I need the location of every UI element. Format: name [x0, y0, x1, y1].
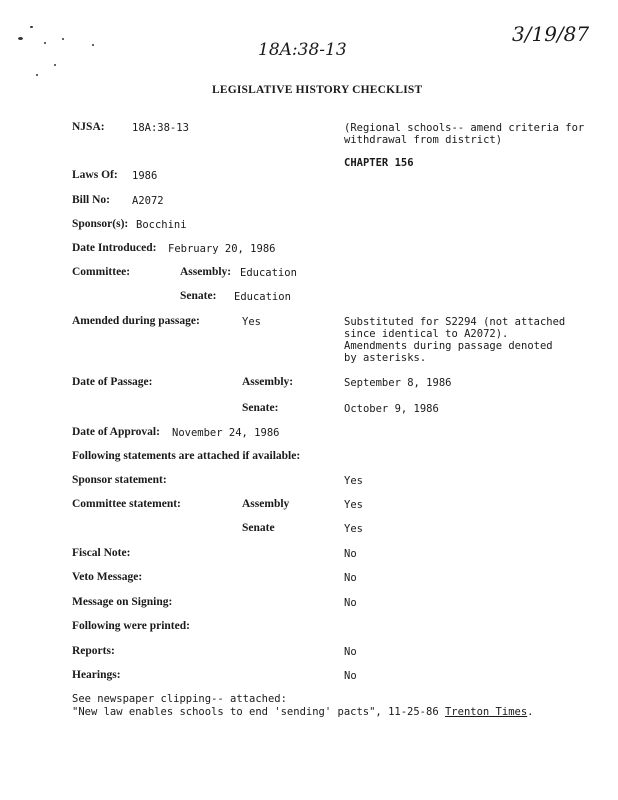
- njsa-value: 18A:38-13: [132, 122, 189, 134]
- clipping-line-2: [72, 706, 534, 718]
- subject-line-1: (Regional schools-- amend criteria for: [344, 122, 585, 134]
- bill-no-label: Bill No:: [72, 194, 111, 206]
- passage-senate-value: October 9, 1986: [344, 403, 439, 415]
- committee-senate-value: Education: [234, 291, 291, 303]
- passage-assembly-value: September 8, 1986: [344, 377, 452, 389]
- scan-speck: [18, 37, 23, 40]
- scan-speck: [30, 26, 33, 28]
- amended-note-line-4: by asterisks.: [344, 352, 427, 364]
- committee-statement-assembly-value: Yes: [344, 499, 363, 511]
- veto-message-value: No: [344, 572, 357, 584]
- committee-statement-assembly-label: Assembly: [242, 498, 290, 510]
- hearings-value: No: [344, 670, 357, 682]
- committee-label: Committee:: [72, 266, 131, 278]
- amended-note-line-1: Substituted for S2294 (not attached: [344, 316, 566, 328]
- scan-speck: [54, 64, 56, 66]
- sponsors-value: Bocchini: [136, 219, 187, 231]
- passage-assembly-label: Assembly:: [242, 376, 294, 388]
- clipping-line-1: See newspaper clipping-- attached:: [72, 693, 287, 705]
- amended-value: Yes: [242, 316, 261, 328]
- hearings-label: Hearings:: [72, 669, 121, 681]
- sponsors-label: Sponsor(s):: [72, 218, 129, 230]
- date-of-approval-label: Date of Approval:: [72, 426, 160, 438]
- amended-note-line-2: since identical to A2072).: [344, 328, 509, 340]
- clipping-source: Trenton Times: [444, 706, 528, 718]
- committee-statement-senate-label: Senate: [242, 522, 275, 534]
- fiscal-note-label: Fiscal Note:: [72, 547, 131, 559]
- attached-heading: Following statements are attached if available:: [72, 450, 301, 462]
- committee-assembly-label: Assembly:: [180, 266, 232, 278]
- date-of-passage-label: Date of Passage:: [72, 376, 153, 388]
- scan-speck: [62, 38, 64, 40]
- committee-statement-senate-value: Yes: [344, 523, 363, 535]
- reports-value: No: [344, 646, 357, 658]
- sponsor-statement-label: Sponsor statement:: [72, 474, 167, 486]
- fiscal-note-value: No: [344, 548, 357, 560]
- clipping-end: .: [527, 706, 534, 718]
- passage-senate-label: Senate:: [242, 402, 279, 414]
- reports-label: Reports:: [72, 645, 115, 657]
- date-introduced-label: Date Introduced:: [72, 242, 157, 254]
- message-on-signing-label: Message on Signing:: [72, 596, 173, 608]
- scan-speck: [92, 44, 94, 46]
- handwritten-date: 3/19/87: [512, 22, 590, 46]
- clipping-headline: "New law enables schools to end 'sending' pacts", 11-25-86: [72, 706, 445, 718]
- chapter-value: CHAPTER 156: [344, 157, 414, 169]
- scan-speck: [44, 42, 46, 44]
- handwritten-citation: 18A:38-13: [258, 40, 347, 60]
- date-introduced-value: February 20, 1986: [168, 243, 276, 255]
- message-on-signing-value: No: [344, 597, 357, 609]
- njsa-label: NJSA:: [72, 121, 105, 133]
- laws-of-value: 1986: [132, 170, 158, 182]
- page-title: LEGISLATIVE HISTORY CHECKLIST: [212, 84, 423, 96]
- committee-assembly-value: Education: [240, 267, 297, 279]
- subject-line-2: withdrawal from district): [344, 134, 503, 146]
- amended-note-line-3: Amendments during passage denoted: [344, 340, 553, 352]
- veto-message-label: Veto Message:: [72, 571, 143, 583]
- date-of-approval-value: November 24, 1986: [172, 427, 280, 439]
- amended-label: Amended during passage:: [72, 315, 200, 327]
- printed-heading: Following were printed:: [72, 620, 190, 632]
- committee-senate-label: Senate:: [180, 290, 217, 302]
- bill-no-value: A2072: [132, 195, 164, 207]
- sponsor-statement-value: Yes: [344, 475, 363, 487]
- scan-speck: [36, 74, 38, 76]
- laws-of-label: Laws Of:: [72, 169, 118, 181]
- committee-statement-label: Committee statement:: [72, 498, 181, 510]
